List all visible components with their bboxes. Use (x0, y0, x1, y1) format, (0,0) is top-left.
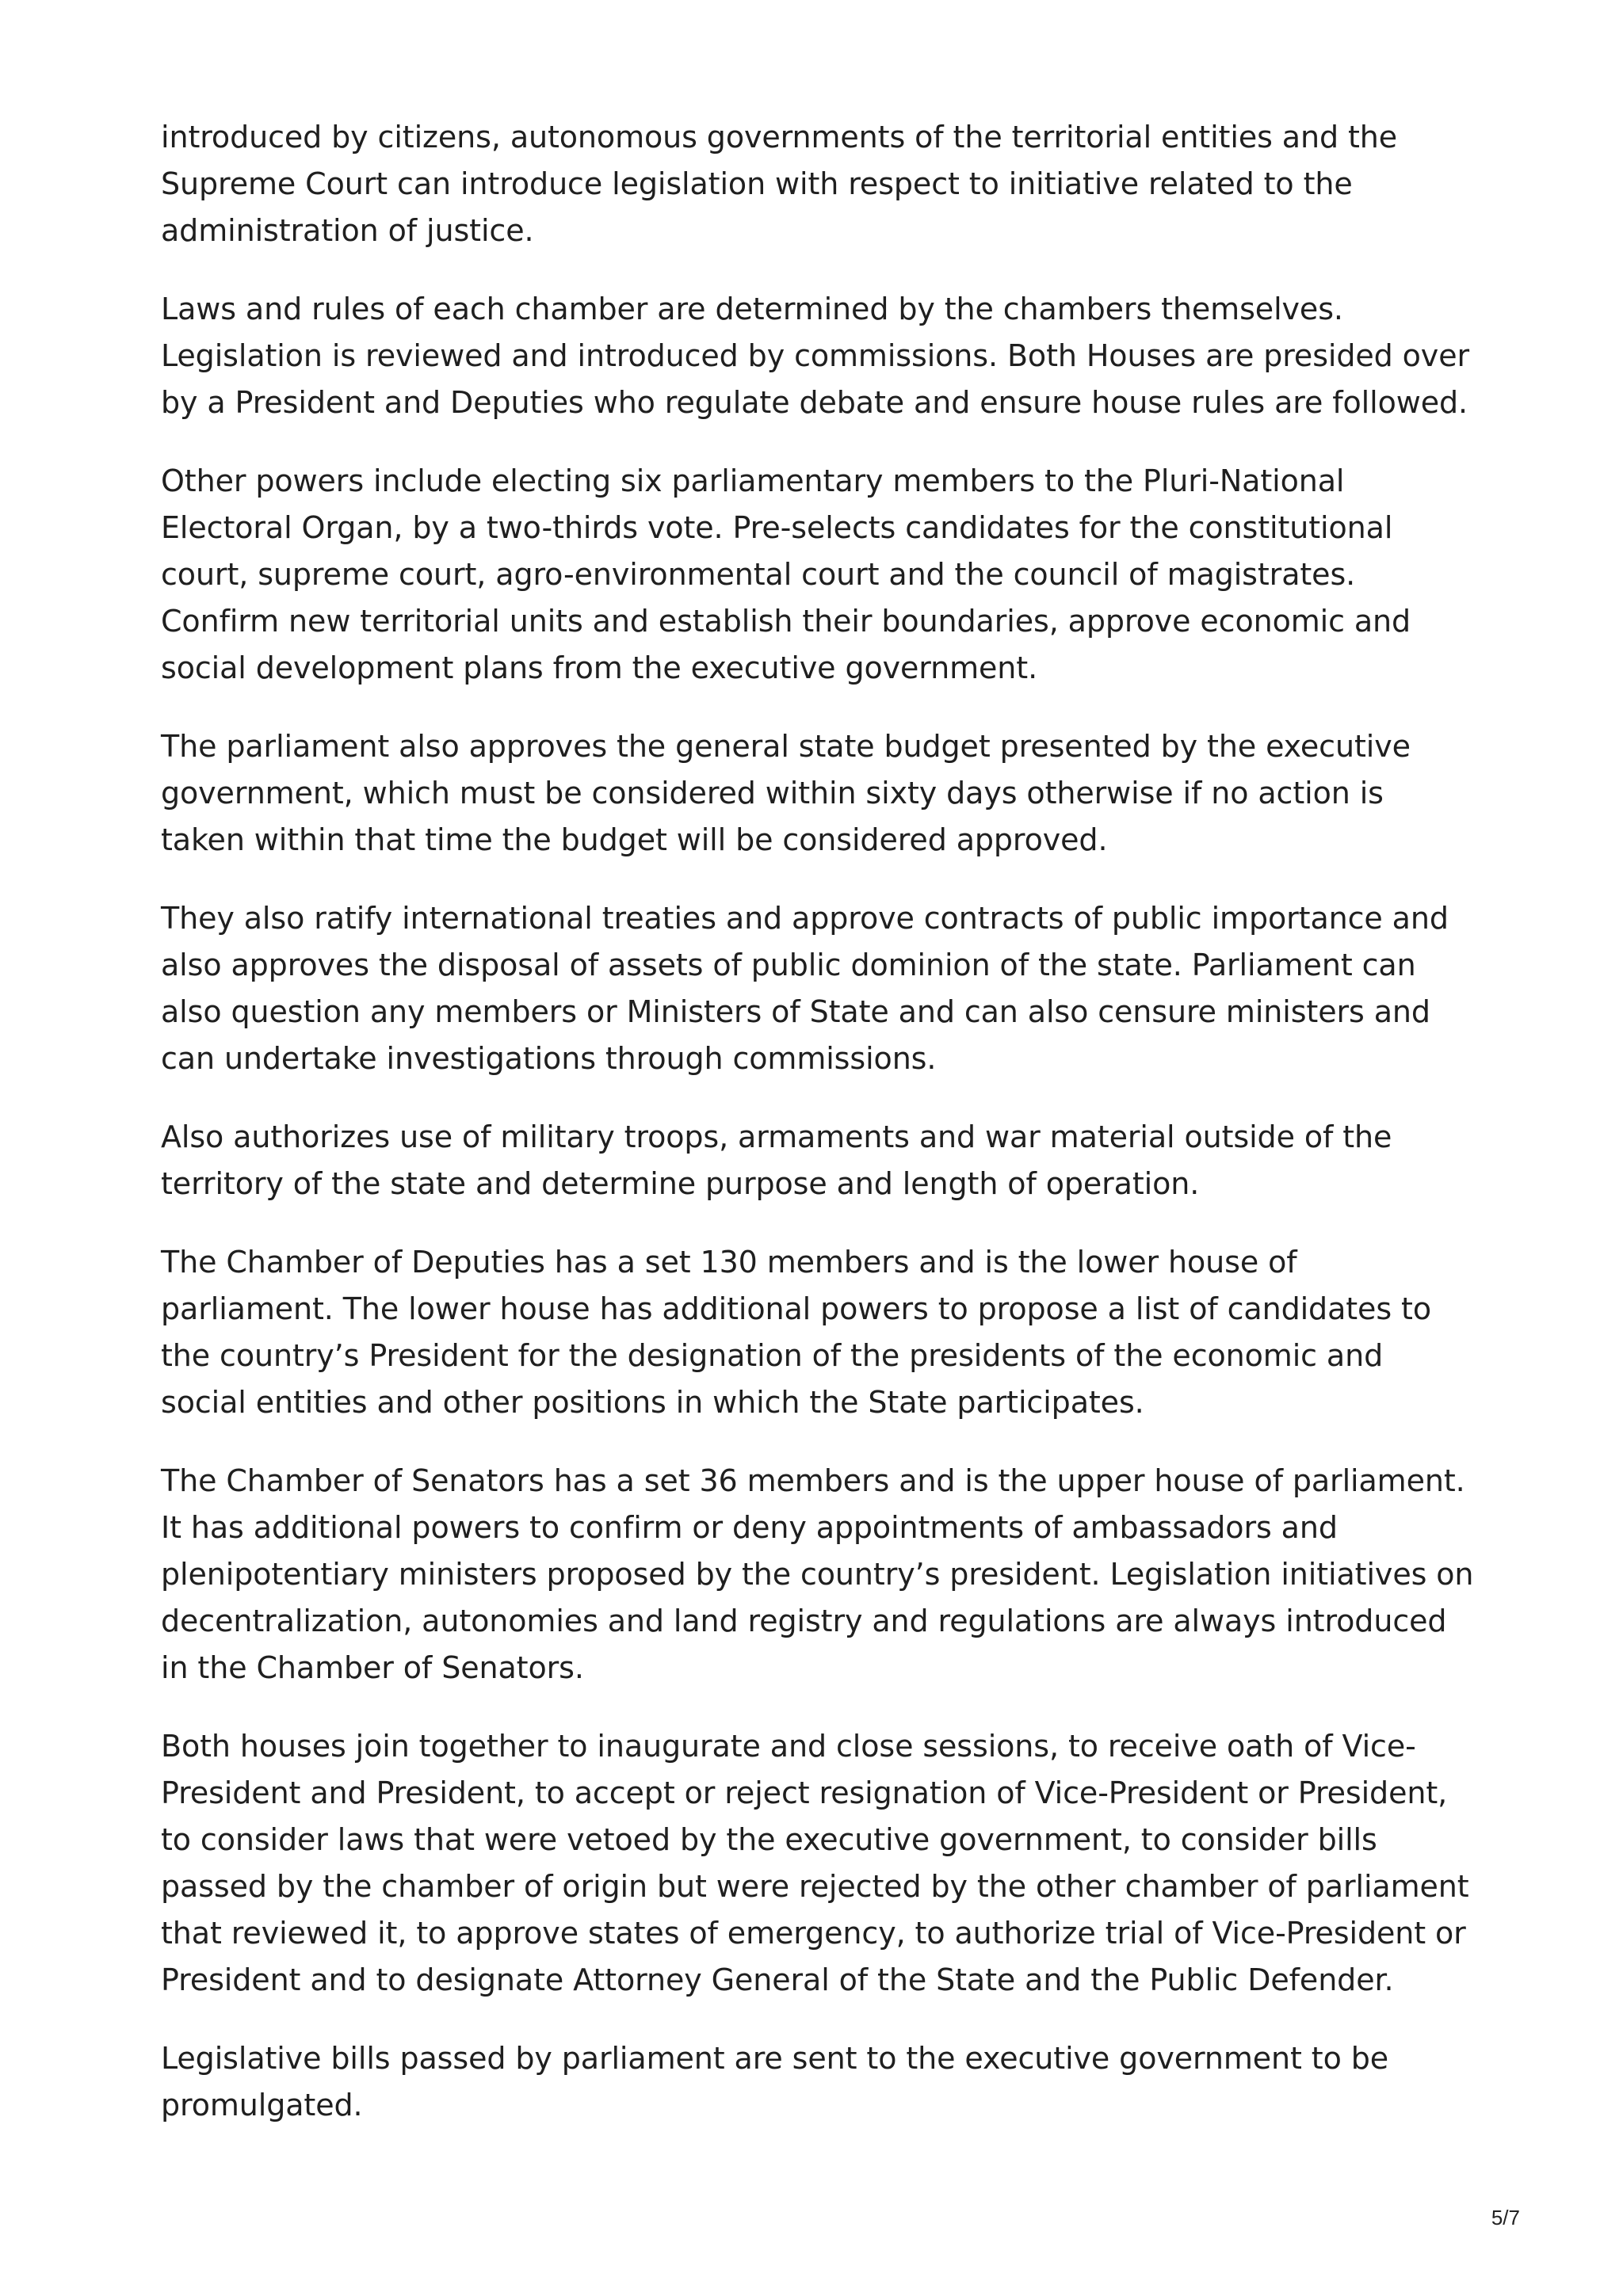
paragraph-8: The Chamber of Senators has a set 36 members and is the upper house of parliament. It has additional powers to confirm or deny appointments of ambassadors and plenipotentiary ministers proposed by the country’s president. Legislation initiatives on decentralization, autonomies and land registry and regulations are always introduced in the Chamber of Senators. (161, 1463, 1474, 1685)
paragraph-9: Both houses join together to inaugurate and close sessions, to receive oath of Vice-President and President, to accept or reject resignation of Vice-President or President, to consider laws that were vetoed by the executive government, to consider bills passed by the chamber of origin but were rejected by the other chamber of parliament that reviewed it, to approve states of emergency, to authorize trial of Vice-President or President and to designate Attorney General of the State and the Public Defender. (161, 1729, 1469, 1997)
paragraph-6: Also authorizes use of military troops, armaments and war material outside of the territory of the state and determine purpose and length of operation. (161, 1119, 1392, 1201)
paragraph-10: Legislative bills passed by parliament are sent to the executive government to be promulgated. (161, 2041, 1389, 2122)
paragraph-3: Other powers include electing six parliamentary members to the Pluri-National Electoral Organ, by a two-thirds vote. Pre-selects candidates for the constitutional court, supreme court, agro-environmental court and the council of magistrates. Confirm new territorial units and establish their boundaries, approve economic and social development plans from the executive government. (161, 463, 1411, 685)
paragraph-7: The Chamber of Deputies has a set 130 members and is the lower house of parliament. The lower house has additional powers to propose a list of candidates to the country’s President for the designation of the presidents of the economic and social entities and other positions in which the State participates. (161, 1245, 1431, 1420)
document-body (161, 114, 1476, 2161)
page-number: 5/7 (1491, 2206, 1520, 2229)
paragraph-5: They also ratify international treaties and approve contracts of public importance and also approves the disposal of assets of public dominion of the state. Parliament can also question any members or Ministers of State and can also censure ministers and can undertake investigations through commissions. (161, 901, 1449, 1076)
paragraph-1: introduced by citizens, autonomous governments of the territorial entities and the Supreme Court can introduce legislation with respect to initiative related to the administration of justice. (161, 120, 1398, 248)
paragraph-4: The parliament also approves the general state budget presented by the executive government, which must be considered within sixty days otherwise if no action is taken within that time the budget will be considered approved. (161, 729, 1411, 857)
paragraph-2: Laws and rules of each chamber are determined by the chambers themselves. Legislation is reviewed and introduced by commissions. Both Houses are presided over by a President and Deputies who regulate debate and ensure house rules are followed. (161, 292, 1470, 420)
